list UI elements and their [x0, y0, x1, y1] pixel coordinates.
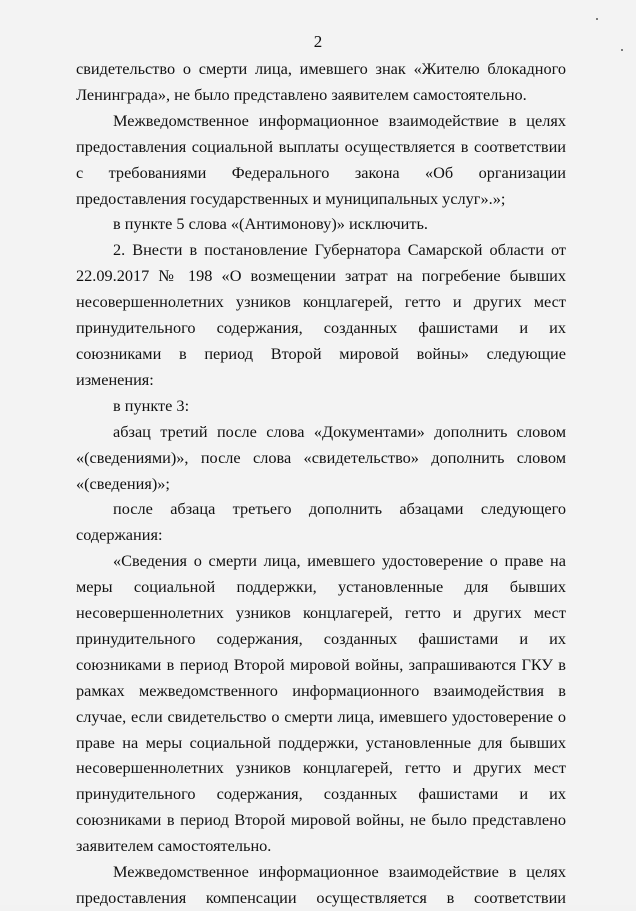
paragraph-point-5: в пункте 5 слова «(Антимонову)» исключить.: [113, 214, 428, 234]
paragraph-death-info: «Сведения о смерти лица, имевшего удостоверение о праве на меры социальной поддержки, установленные для бывших несовершеннолетних узников концлагерей, гетто и других мест принудительного содержания, созданных фашистами и их союзниками в период Второй мировой войны, запрашиваются ГКУ в рамках межведомственного информационного взаимодействия в случае, если свидетельство о смерти лица, имевшего удостоверение о праве на меры социальной поддержки, установленные для бывших несовершеннолетних узников концлагерей, гетто и других мест принудительного содержания, созданных фашистами и их союзниками в период Второй мировой войны, не было представлено заявителем самостоятельно.: [76, 551, 566, 856]
scan-speck: [596, 18, 598, 20]
paragraph-amendment-2: 2. Внести в постановление Губернатора Самарской области от 22.09.2017 № 198 «О возмещении затрат на погребение бывших несовершеннолетних узников концлагерей, гетто и других мест принудительного содержания, созданных фашистами и их союзниками в период Второй мировой войны» следующие изменения:: [76, 240, 566, 389]
paragraph-third-abzac: абзац третий после слова «Документами» дополнить словом «(сведениями)», после слова «свидетельство» дополнить словом «(сведения)»;: [76, 421, 566, 493]
paragraph-interagency-compensation: Межведомственное информационное взаимодействие в целях предоставления компенсации осуществляется в соответствии: [76, 862, 566, 907]
page-number: 2: [313, 32, 323, 51]
paragraph-point-3: в пункте 3:: [113, 395, 190, 415]
document-body: [76, 56, 566, 911]
paragraph-continuation: свидетельство о смерти лица, имевшего знак «Жителю блокадного Ленинграда», не было представлено заявителем самостоятельно.: [76, 59, 566, 104]
paragraph-interagency-social-payment: Межведомственное информационное взаимодействие в целях предоставления социальной выплаты осуществляется в соответствии с требованиями Федерального закона «Об организации предоставления государственных и муниципальных услуг».»;: [76, 110, 566, 208]
paragraph-after-third-abzac: после абзаца третьего дополнить абзацами следующего содержания:: [76, 499, 566, 545]
scan-speck: [621, 49, 623, 51]
